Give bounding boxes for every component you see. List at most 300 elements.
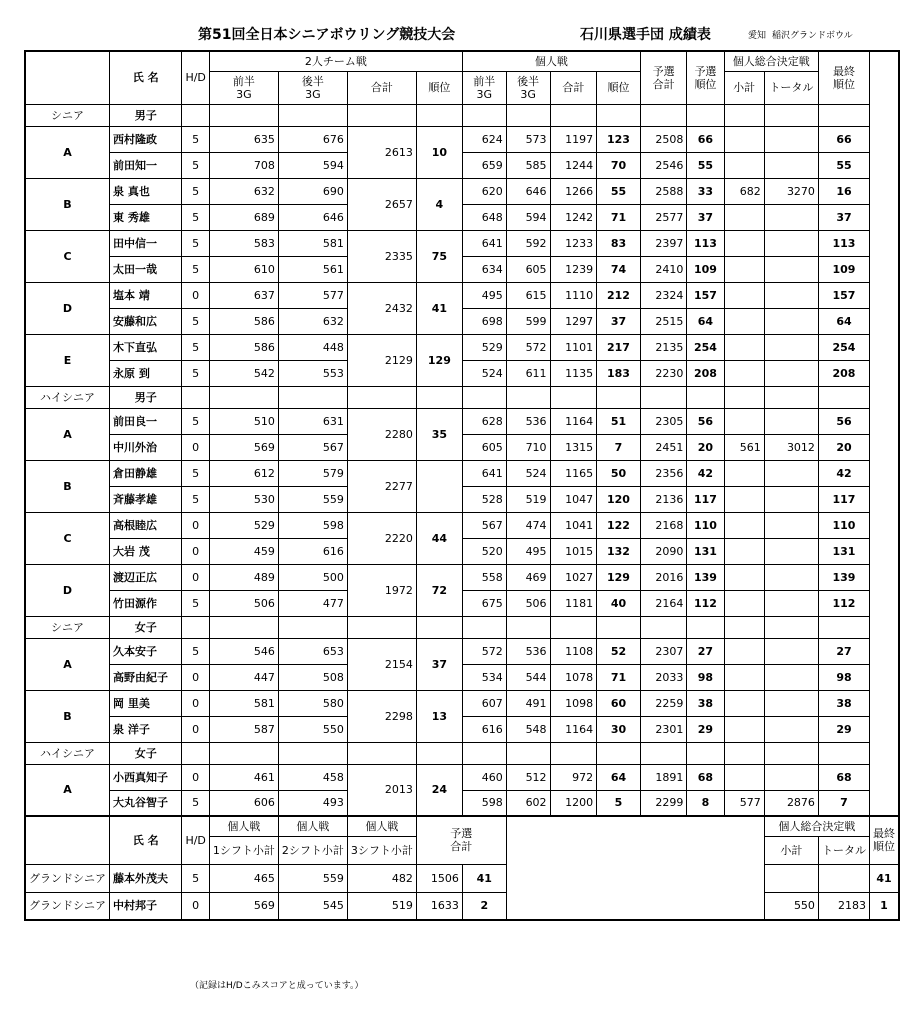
team-first-half: 587 xyxy=(209,716,278,742)
empty-cell xyxy=(182,616,209,638)
prelim-rank: 33 xyxy=(687,178,724,204)
final-subtotal: 682 xyxy=(724,178,764,204)
player-name: 藤本外茂夫 xyxy=(110,864,182,892)
player-hd: 0 xyxy=(182,764,209,790)
empty-cell xyxy=(416,616,462,638)
blank-area xyxy=(506,816,764,920)
prelim-total: 2397 xyxy=(640,230,687,256)
blank-header xyxy=(25,51,110,104)
final-rank: 64 xyxy=(818,308,869,334)
empty-cell xyxy=(506,742,550,764)
empty-cell xyxy=(209,104,278,126)
final-subtotal xyxy=(724,152,764,178)
player-name: 中川外治 xyxy=(110,434,182,460)
final-subtotal xyxy=(724,512,764,538)
prelim-rank: 131 xyxy=(687,538,724,564)
player-name: 安藤和広 xyxy=(110,308,182,334)
team-rank xyxy=(416,460,462,512)
indiv-rank: 70 xyxy=(597,152,641,178)
table-row xyxy=(25,334,899,360)
empty-cell xyxy=(347,386,416,408)
indiv-second-half: 512 xyxy=(506,764,550,790)
team-total: 1972 xyxy=(347,564,416,616)
final-rank: 7 xyxy=(818,790,869,816)
final-subtotal xyxy=(724,538,764,564)
final-subtotal xyxy=(724,486,764,512)
footnote: （記録はH/Dこみスコアと成っています。） xyxy=(190,981,364,991)
final-rank: 117 xyxy=(818,486,869,512)
player-hd: 0 xyxy=(182,716,209,742)
team-second-half: 477 xyxy=(278,590,347,616)
indiv-total: 1027 xyxy=(550,564,597,590)
empty-cell xyxy=(550,616,597,638)
empty-cell xyxy=(347,616,416,638)
table-row xyxy=(25,460,899,486)
player-name: 高根睦広 xyxy=(110,512,182,538)
shift1-header: 1シフト小計 xyxy=(209,836,278,864)
indiv-rank: 120 xyxy=(597,486,641,512)
indiv-first-half: 634 xyxy=(462,256,506,282)
header-text: 合計 xyxy=(562,81,585,94)
indiv-total: 1181 xyxy=(550,590,597,616)
player-name: 東 秀雄 xyxy=(110,204,182,230)
indiv-second-half: 474 xyxy=(506,512,550,538)
empty-cell xyxy=(550,386,597,408)
indiv-first-half: 605 xyxy=(462,434,506,460)
player-hd: 0 xyxy=(182,282,209,308)
prelim-rank: 139 xyxy=(687,564,724,590)
team-letter: A xyxy=(25,126,110,178)
team-letter: B xyxy=(25,690,110,742)
header-text: 最終 順位 xyxy=(832,64,855,91)
table-row xyxy=(25,152,899,178)
final-total xyxy=(764,664,818,690)
venue-name: 稲沢グランドボウル xyxy=(772,31,853,41)
player-hd: 5 xyxy=(182,360,209,386)
player-hd: 5 xyxy=(182,178,209,204)
prelim-rank: 112 xyxy=(687,590,724,616)
header-text: 順位 xyxy=(428,81,451,94)
prelim-total: 1633 xyxy=(416,892,462,920)
player-hd: 5 xyxy=(182,790,209,816)
prelim-rank: 27 xyxy=(687,638,724,664)
grand-name-header: 氏 名 xyxy=(110,816,182,864)
empty-cell xyxy=(506,104,550,126)
final-subtotal xyxy=(724,360,764,386)
indiv-total: 1164 xyxy=(550,408,597,434)
shift2-score: 559 xyxy=(278,864,347,892)
team-second-half: 493 xyxy=(278,790,347,816)
empty-cell xyxy=(597,742,641,764)
indiv-first-half: 567 xyxy=(462,512,506,538)
empty-cell xyxy=(550,742,597,764)
final-total xyxy=(764,690,818,716)
prelim-rank-header xyxy=(687,51,724,104)
team-total: 2613 xyxy=(347,126,416,178)
indiv-first-half: 598 xyxy=(462,790,506,816)
final-subtotal xyxy=(724,664,764,690)
prelim-total: 2299 xyxy=(640,790,687,816)
indiv-rank: 71 xyxy=(597,204,641,230)
header-text: 合計 xyxy=(370,81,393,94)
grand-indiv-header-1: 個人戦 xyxy=(209,816,278,836)
final-total xyxy=(764,460,818,486)
prelim-rank: 110 xyxy=(687,512,724,538)
empty-cell xyxy=(597,386,641,408)
prelim-total: 2588 xyxy=(640,178,687,204)
prelim-rank: 157 xyxy=(687,282,724,308)
empty-cell xyxy=(640,742,687,764)
team-first-half: 542 xyxy=(209,360,278,386)
final-total xyxy=(764,282,818,308)
grand-hd-header: H/D xyxy=(182,816,209,864)
header-text: 予選 順位 xyxy=(694,64,717,91)
prelim-rank: 113 xyxy=(687,230,724,256)
final-subtotal xyxy=(724,204,764,230)
prelim-total: 2356 xyxy=(640,460,687,486)
final-rank: 139 xyxy=(818,564,869,590)
indiv-second-half: 506 xyxy=(506,590,550,616)
team-second-half: 631 xyxy=(278,408,347,434)
final-rank: 16 xyxy=(818,178,869,204)
player-hd: 0 xyxy=(182,690,209,716)
header-text: 前半 3G xyxy=(473,74,496,101)
final-rank: 98 xyxy=(818,664,869,690)
grand-total-header: トータル xyxy=(818,836,869,864)
player-hd: 0 xyxy=(182,538,209,564)
prelim-rank: 42 xyxy=(687,460,724,486)
team-second-half: 561 xyxy=(278,256,347,282)
player-name: 斉藤孝雄 xyxy=(110,486,182,512)
final-subtotal xyxy=(724,334,764,360)
indiv-rank: 183 xyxy=(597,360,641,386)
indiv-first-half: 607 xyxy=(462,690,506,716)
team-letter: C xyxy=(25,512,110,564)
prelim-rank: 56 xyxy=(687,408,724,434)
prelim-total: 1506 xyxy=(416,864,462,892)
table-row xyxy=(25,638,899,664)
empty-cell xyxy=(506,386,550,408)
final-subtotal xyxy=(724,716,764,742)
prelim-total: 2135 xyxy=(640,334,687,360)
indiv-rank: 212 xyxy=(597,282,641,308)
final-rank: 37 xyxy=(818,204,869,230)
indiv-total-header xyxy=(550,71,597,104)
empty-cell xyxy=(209,616,278,638)
team-first-half: 447 xyxy=(209,664,278,690)
indiv-rank: 30 xyxy=(597,716,641,742)
final-subtotal xyxy=(724,126,764,152)
indiv-total: 1266 xyxy=(550,178,597,204)
player-name: 西村隆政 xyxy=(110,126,182,152)
shift3-score: 482 xyxy=(347,864,416,892)
prelim-total: 2508 xyxy=(640,126,687,152)
final-subtotal xyxy=(724,408,764,434)
indiv-first-half: 620 xyxy=(462,178,506,204)
final-subtotal xyxy=(724,256,764,282)
indiv-rank: 64 xyxy=(597,764,641,790)
score-table xyxy=(24,50,900,921)
player-name: 泉 真也 xyxy=(110,178,182,204)
team-total: 2277 xyxy=(347,460,416,512)
grand-final-rank-header xyxy=(870,816,900,864)
indiv-second-half: 602 xyxy=(506,790,550,816)
final-rank: 38 xyxy=(818,690,869,716)
team-letter: D xyxy=(25,564,110,616)
team-rank: 129 xyxy=(416,334,462,386)
team-first-half: 581 xyxy=(209,690,278,716)
table-row xyxy=(25,126,899,152)
team-first-half: 510 xyxy=(209,408,278,434)
team-first-half: 586 xyxy=(209,334,278,360)
final-total: 3012 xyxy=(764,434,818,460)
table-row xyxy=(25,282,899,308)
team-rank: 75 xyxy=(416,230,462,282)
final-total xyxy=(764,764,818,790)
indiv-total: 1047 xyxy=(550,486,597,512)
empty-cell xyxy=(818,386,869,408)
team-total: 2335 xyxy=(347,230,416,282)
indiv-first-half: 675 xyxy=(462,590,506,616)
indiv-second-half-header xyxy=(506,71,550,104)
prelim-total: 2324 xyxy=(640,282,687,308)
final-total xyxy=(764,716,818,742)
final-total: 2183 xyxy=(818,892,869,920)
player-hd: 0 xyxy=(182,564,209,590)
final-subtotal xyxy=(724,638,764,664)
final-event-header: 個人総合決定戦 xyxy=(724,51,818,71)
team-second-half: 646 xyxy=(278,204,347,230)
indiv-first-half: 460 xyxy=(462,764,506,790)
team-second-half: 632 xyxy=(278,308,347,334)
prelim-total: 2090 xyxy=(640,538,687,564)
team-second-half: 580 xyxy=(278,690,347,716)
empty-cell xyxy=(462,742,506,764)
empty-cell xyxy=(462,104,506,126)
team-first-half: 459 xyxy=(209,538,278,564)
indiv-rank: 83 xyxy=(597,230,641,256)
prelim-total: 2451 xyxy=(640,434,687,460)
player-name: 大丸谷智子 xyxy=(110,790,182,816)
player-hd: 0 xyxy=(182,664,209,690)
final-subtotal xyxy=(724,564,764,590)
player-hd: 5 xyxy=(182,230,209,256)
team-first-half: 489 xyxy=(209,564,278,590)
final-rank: 27 xyxy=(818,638,869,664)
shift3-header: 3シフト小計 xyxy=(347,836,416,864)
final-subtotal xyxy=(724,764,764,790)
table-row xyxy=(25,434,899,460)
section-category: シニア xyxy=(25,104,110,126)
table-row xyxy=(25,308,899,334)
team-first-half: 529 xyxy=(209,512,278,538)
team-second-half: 676 xyxy=(278,126,347,152)
team-second-half: 598 xyxy=(278,512,347,538)
table-row xyxy=(25,538,899,564)
team-rank: 72 xyxy=(416,564,462,616)
player-name: 塩本 靖 xyxy=(110,282,182,308)
player-name: 竹田源作 xyxy=(110,590,182,616)
empty-cell xyxy=(687,742,724,764)
team-second-half: 448 xyxy=(278,334,347,360)
indiv-total: 972 xyxy=(550,764,597,790)
empty-cell xyxy=(764,104,818,126)
team-rank: 10 xyxy=(416,126,462,178)
final-rank: 20 xyxy=(818,434,869,460)
team-second-half: 550 xyxy=(278,716,347,742)
empty-cell xyxy=(818,104,869,126)
shift2-header: 2シフト小計 xyxy=(278,836,347,864)
team-rank: 13 xyxy=(416,690,462,742)
table-row xyxy=(25,256,899,282)
indiv-first-half: 628 xyxy=(462,408,506,434)
grand-indiv-header-2: 個人戦 xyxy=(278,816,347,836)
table-row xyxy=(25,764,899,790)
final-rank: 41 xyxy=(870,864,900,892)
table-row xyxy=(25,360,899,386)
team-total: 2154 xyxy=(347,638,416,690)
empty-cell xyxy=(347,104,416,126)
prelim-total: 2016 xyxy=(640,564,687,590)
venue-prefecture: 愛知 xyxy=(748,31,767,41)
indiv-rank: 122 xyxy=(597,512,641,538)
final-rank: 56 xyxy=(818,408,869,434)
indiv-total: 1297 xyxy=(550,308,597,334)
empty-cell xyxy=(764,616,818,638)
final-subtotal xyxy=(724,590,764,616)
indiv-total: 1239 xyxy=(550,256,597,282)
team-first-half: 612 xyxy=(209,460,278,486)
indiv-total: 1098 xyxy=(550,690,597,716)
prelim-rank: 109 xyxy=(687,256,724,282)
player-name: 大岩 茂 xyxy=(110,538,182,564)
team-rank-header xyxy=(416,71,462,104)
prelim-rank: 208 xyxy=(687,360,724,386)
indiv-rank: 60 xyxy=(597,690,641,716)
empty-cell xyxy=(687,104,724,126)
indiv-first-half: 641 xyxy=(462,230,506,256)
prelim-rank: 68 xyxy=(687,764,724,790)
indiv-rank: 52 xyxy=(597,638,641,664)
team-letter: A xyxy=(25,764,110,816)
player-name: 小西真知子 xyxy=(110,764,182,790)
final-rank: 29 xyxy=(818,716,869,742)
final-subtotal xyxy=(724,690,764,716)
table-row xyxy=(25,716,899,742)
team-rank: 41 xyxy=(416,282,462,334)
team-total-header xyxy=(347,71,416,104)
table-row xyxy=(25,590,899,616)
indiv-rank: 50 xyxy=(597,460,641,486)
final-total xyxy=(764,638,818,664)
indiv-first-half: 641 xyxy=(462,460,506,486)
final-total: 2876 xyxy=(764,790,818,816)
prelim-rank: 8 xyxy=(687,790,724,816)
team-second-half: 616 xyxy=(278,538,347,564)
hd-header: H/D xyxy=(182,51,209,104)
table-row xyxy=(25,512,899,538)
team-letter: C xyxy=(25,230,110,282)
team-title: 石川県選手団 成績表 xyxy=(580,27,711,43)
empty-cell xyxy=(640,386,687,408)
indiv-first-half: 528 xyxy=(462,486,506,512)
team-event-header: 2人チーム戦 xyxy=(209,51,462,71)
final-total xyxy=(764,256,818,282)
team-letter: A xyxy=(25,408,110,460)
player-name: 前田良一 xyxy=(110,408,182,434)
team-rank: 24 xyxy=(416,764,462,816)
player-hd: 5 xyxy=(182,460,209,486)
grand-prelim-header xyxy=(416,816,506,864)
empty-cell xyxy=(597,104,641,126)
player-hd: 5 xyxy=(182,408,209,434)
indiv-second-half: 615 xyxy=(506,282,550,308)
prelim-rank: 98 xyxy=(687,664,724,690)
prelim-rank: 254 xyxy=(687,334,724,360)
final-rank: 1 xyxy=(870,892,900,920)
prelim-rank: 64 xyxy=(687,308,724,334)
section-gender: 男子 xyxy=(110,386,182,408)
indiv-rank: 5 xyxy=(597,790,641,816)
player-hd: 5 xyxy=(182,204,209,230)
team-first-half: 606 xyxy=(209,790,278,816)
final-total xyxy=(818,864,869,892)
player-hd: 5 xyxy=(182,486,209,512)
final-total xyxy=(764,204,818,230)
team-rank: 4 xyxy=(416,178,462,230)
indiv-first-half: 529 xyxy=(462,334,506,360)
indiv-rank: 132 xyxy=(597,538,641,564)
indiv-total: 1233 xyxy=(550,230,597,256)
indiv-second-half: 536 xyxy=(506,408,550,434)
indiv-first-half: 495 xyxy=(462,282,506,308)
empty-cell xyxy=(818,616,869,638)
table-row xyxy=(25,204,899,230)
team-second-half: 559 xyxy=(278,486,347,512)
indiv-rank: 74 xyxy=(597,256,641,282)
final-total xyxy=(764,512,818,538)
shift1-score: 465 xyxy=(209,864,278,892)
venue xyxy=(748,28,859,41)
final-total xyxy=(764,538,818,564)
empty-cell xyxy=(724,742,764,764)
indiv-total: 1101 xyxy=(550,334,597,360)
indiv-second-half: 605 xyxy=(506,256,550,282)
prelim-total: 2301 xyxy=(640,716,687,742)
table-row xyxy=(25,864,899,892)
final-rank-header xyxy=(818,51,869,104)
indiv-total: 1135 xyxy=(550,360,597,386)
team-letter: A xyxy=(25,638,110,690)
player-hd: 5 xyxy=(182,590,209,616)
shift3-score: 519 xyxy=(347,892,416,920)
indiv-rank: 51 xyxy=(597,408,641,434)
final-total xyxy=(764,590,818,616)
team-second-half: 653 xyxy=(278,638,347,664)
indiv-total: 1110 xyxy=(550,282,597,308)
indiv-second-half: 592 xyxy=(506,230,550,256)
final-subtotal xyxy=(724,460,764,486)
indiv-first-half: 659 xyxy=(462,152,506,178)
prelim-rank: 41 xyxy=(462,864,506,892)
team-letter: B xyxy=(25,460,110,512)
empty-cell xyxy=(462,386,506,408)
team-rank: 35 xyxy=(416,408,462,460)
prelim-rank: 66 xyxy=(687,126,724,152)
player-hd: 5 xyxy=(182,126,209,152)
section-gender: 女子 xyxy=(110,616,182,638)
team-first-half: 461 xyxy=(209,764,278,790)
